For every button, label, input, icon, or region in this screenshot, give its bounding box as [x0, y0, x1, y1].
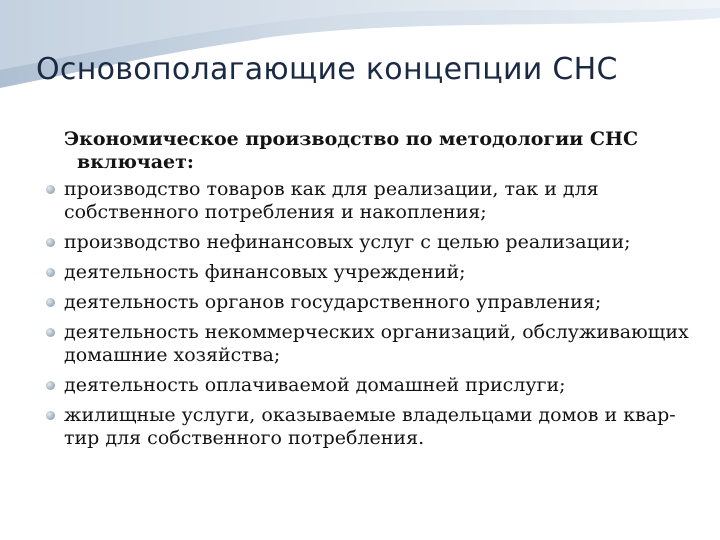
- slide-body: [44, 128, 694, 457]
- list-item: [44, 291, 694, 314]
- round-bullet-icon: [46, 411, 55, 420]
- list-item: [44, 261, 694, 284]
- list-item: [44, 321, 694, 367]
- bullet-list: [44, 178, 694, 450]
- round-bullet-icon: [46, 328, 55, 337]
- round-bullet-icon: [46, 268, 55, 277]
- intro-text: [64, 128, 694, 174]
- list-item-text: деятельность финансовых учреждений;: [64, 261, 466, 283]
- round-bullet-icon: [46, 238, 55, 247]
- round-bullet-icon: [46, 298, 55, 307]
- list-item-text: производство нефинансовых услуг с целью реализации;: [64, 231, 631, 253]
- list-item: [44, 178, 694, 224]
- list-item: [44, 374, 694, 397]
- list-item-text: производство товаров как для реализации, так и для собственного потребления и накопления;: [64, 178, 599, 223]
- list-item-text: деятельность некоммерческих организаций, обслуживающих домашние хозяйства;: [64, 321, 689, 366]
- round-bullet-icon: [46, 185, 55, 194]
- list-item-text: деятельность оплачиваемой домашней прислуги;: [64, 374, 566, 396]
- round-bullet-icon: [46, 381, 55, 390]
- list-item: [44, 231, 694, 254]
- intro-line-2: включает:: [77, 151, 194, 173]
- slide-title: Основополагающие концепции СНС: [36, 52, 618, 87]
- list-item-text: деятельность органов государственного управления;: [64, 291, 602, 313]
- list-item-text: жилищные услуги, оказываемые владельцами домов и квар-тир для собственного потребления.: [64, 404, 676, 449]
- intro-line-1: Экономическое производство по методологии СНС: [64, 128, 639, 150]
- list-item: [44, 404, 694, 450]
